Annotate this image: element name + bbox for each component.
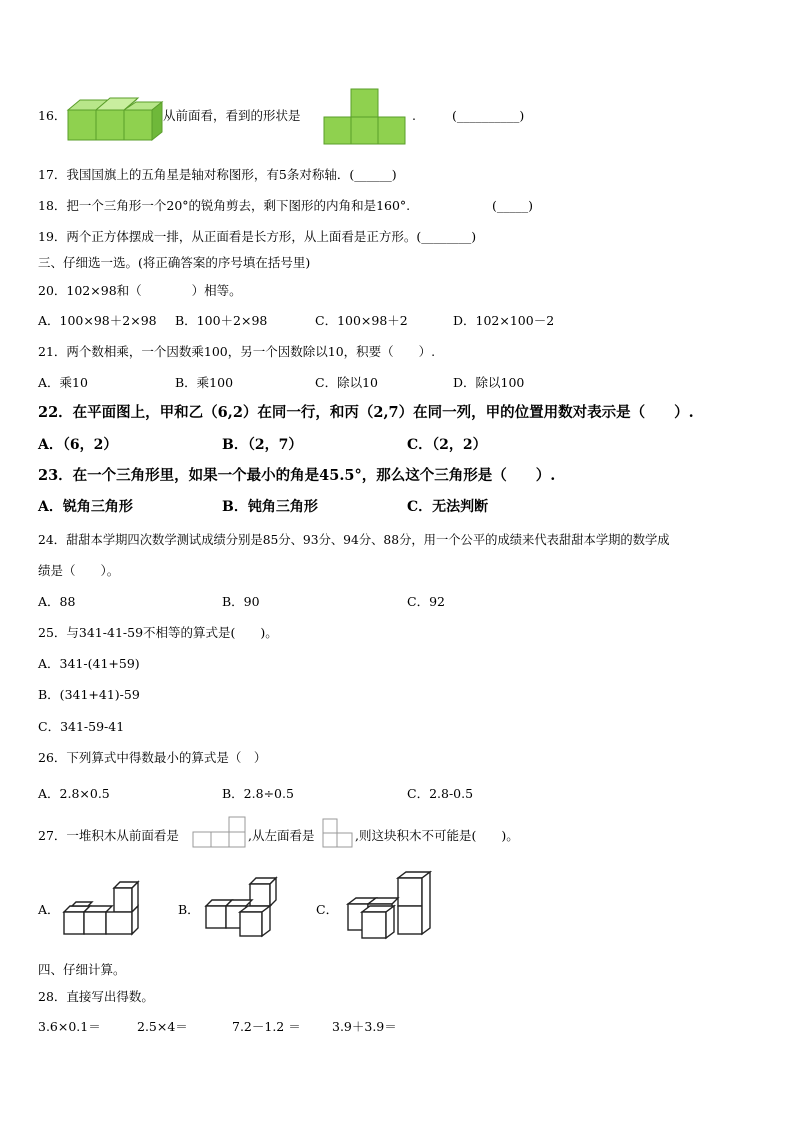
q26-option-b[interactable]: B．2.8÷0.5 <box>222 786 294 801</box>
q20-option-b[interactable]: B．100＋2×98 <box>175 313 268 328</box>
q27-front-view-figure <box>192 816 246 848</box>
q24-option-a[interactable]: A．88 <box>38 594 76 609</box>
q27-option-a[interactable]: A． <box>38 902 60 917</box>
q27-option-c[interactable]: C． <box>316 902 339 917</box>
q20-text: 20．102×98和（ ）相等。 <box>38 283 242 298</box>
q19-text: 19．两个正方体摆成一排，从正面看是长方形，从上面看是正方形。(________) <box>38 229 477 244</box>
q16-front-view-figure <box>323 88 407 144</box>
q25-option-c[interactable]: C．341-59-41 <box>38 719 125 734</box>
q27-text-part2: ,从左面看是 <box>248 828 315 843</box>
q26-option-a[interactable]: A．2.8×0.5 <box>38 786 110 801</box>
q24-option-b[interactable]: B．90 <box>222 594 260 609</box>
q23-option-c[interactable]: C．无法判断 <box>407 499 489 515</box>
q21-option-a[interactable]: A．乘10 <box>38 375 88 390</box>
section4-heading: 四、仔细计算。 <box>38 962 126 977</box>
q27-option-c-blocks-figure <box>344 872 434 942</box>
q21-option-d[interactable]: D．除以100 <box>453 375 525 390</box>
q25-option-a[interactable]: A．341-(41+59) <box>38 656 140 671</box>
q25-option-b[interactable]: B．(341+41)-59 <box>38 687 140 702</box>
q16-answer-blank[interactable]: (__________) <box>452 108 525 123</box>
q22-option-b[interactable]: B．（2，7） <box>222 437 303 453</box>
q16-3d-cubes-figure <box>66 96 162 144</box>
q22-text: 22．在平面图上，甲和乙（6,2）在同一行，和丙（2,7）在同一列，甲的位置用数对表示是（ ）. <box>38 404 694 421</box>
q28-item-2[interactable]: 2.5×4＝ <box>137 1019 188 1034</box>
q24-option-c[interactable]: C．92 <box>407 594 445 609</box>
q22-option-a[interactable]: A．（6，2） <box>38 437 118 453</box>
q16-period: . <box>412 108 416 123</box>
q24-text-line2: 绩是（ ）。 <box>38 563 120 578</box>
q18-text: 18．把一个三角形一个20°的锐角剪去，剩下图形的内角和是160°. <box>38 198 411 213</box>
q27-left-view-figure <box>322 818 354 848</box>
q23-option-b[interactable]: B．钝角三角形 <box>222 499 318 515</box>
q27-text-part1: 27．一堆积木从前面看是 <box>38 828 179 843</box>
q20-option-c[interactable]: C．100×98＋2 <box>315 313 408 328</box>
q25-text: 25．与341-41-59不相等的算式是( )。 <box>38 625 278 640</box>
q22-option-c[interactable]: C．（2，2） <box>407 437 487 453</box>
q28-item-3[interactable]: 7.2－1.2 ＝ <box>232 1019 301 1034</box>
q16-number: 16． <box>38 108 67 123</box>
q16-question-text: 从前面看，看到的形状是 <box>163 108 301 123</box>
q28-item-1[interactable]: 3.6×0.1＝ <box>38 1019 101 1034</box>
q20-option-d[interactable]: D．102×100－2 <box>453 313 555 328</box>
q18-answer-blank[interactable]: (_____) <box>492 198 534 213</box>
q28-item-4[interactable]: 3.9＋3.9＝ <box>332 1019 397 1034</box>
q20-option-a[interactable]: A．100×98＋2×98 <box>38 313 157 328</box>
q27-text-part3: ,则这块积木不可能是( )。 <box>355 828 519 843</box>
section3-heading: 三、仔细选一选。(将正确答案的序号填在括号里) <box>38 255 311 270</box>
q26-option-c[interactable]: C．2.8-0.5 <box>407 786 474 801</box>
q21-text: 21．两个数相乘，一个因数乘100，另一个因数除以10，积要（ ）. <box>38 344 436 359</box>
q21-option-c[interactable]: C．除以10 <box>315 375 378 390</box>
q21-option-b[interactable]: B．乘100 <box>175 375 234 390</box>
q27-option-b[interactable]: B． <box>178 902 200 917</box>
q28-text: 28．直接写出得数。 <box>38 989 154 1004</box>
q23-option-a[interactable]: A．锐角三角形 <box>38 499 133 515</box>
q27-option-a-blocks-figure <box>62 884 140 936</box>
q24-text-line1: 24．甜甜本学期四次数学测试成绩分别是85分、93分、94分、88分，用一个公平的成绩来代表甜甜本学期的数学成 <box>38 533 670 547</box>
q17-text: 17．我国国旗上的五角星是轴对称图形，有5条对称轴．(______) <box>38 167 397 182</box>
q27-option-b-blocks-figure <box>204 878 278 938</box>
q26-text: 26．下列算式中得数最小的算式是（ ） <box>38 750 267 765</box>
q23-text: 23．在一个三角形里，如果一个最小的角是45.5°，那么这个三角形是（ ）. <box>38 467 556 484</box>
